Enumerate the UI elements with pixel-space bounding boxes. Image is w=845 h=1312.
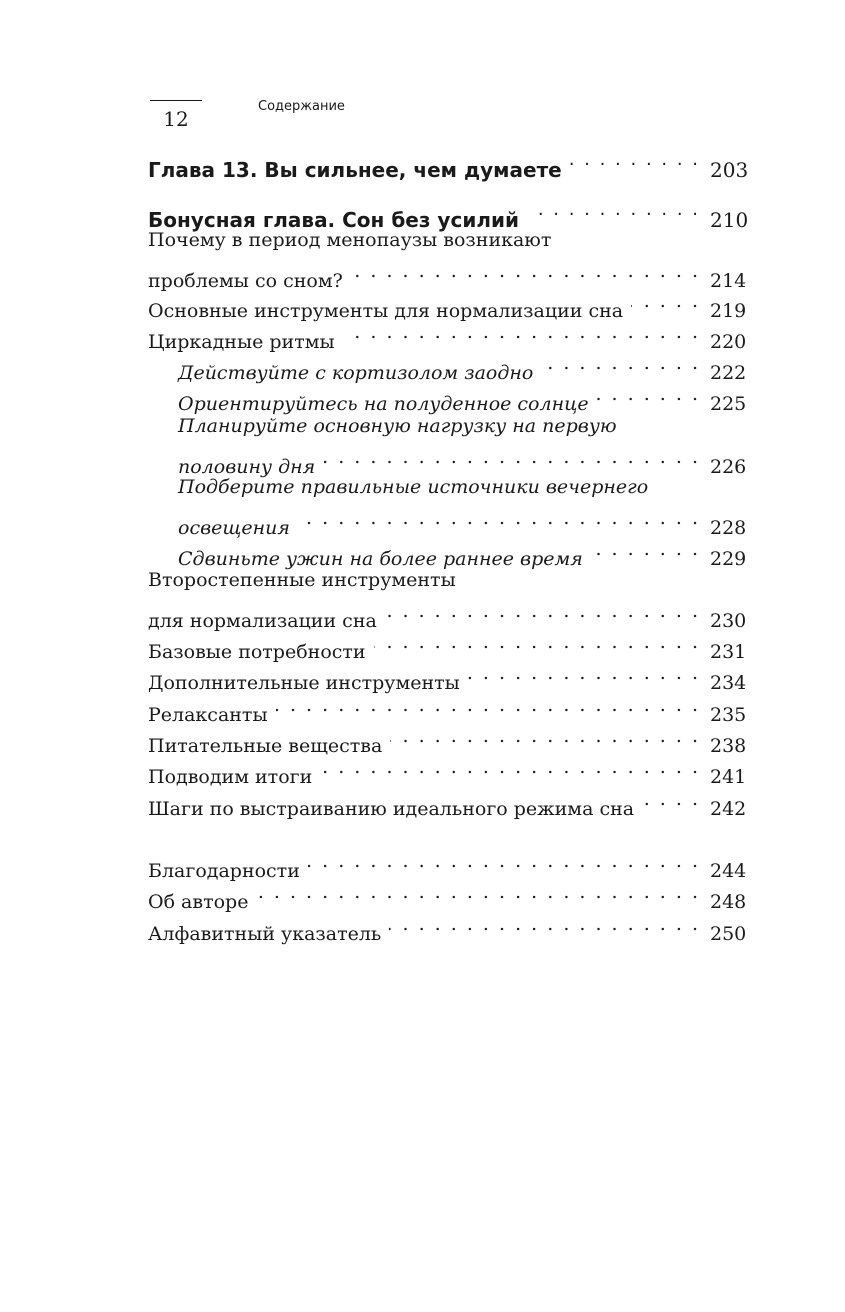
dot-leader bbox=[631, 286, 700, 317]
toc-entry-page-number: 220 bbox=[710, 331, 747, 353]
toc-entry-title: Шаги по выстраиванию идеального режима сна bbox=[148, 798, 635, 820]
page-number: 12 bbox=[163, 107, 189, 131]
toc-entry-page-number: 226 bbox=[710, 456, 747, 478]
toc-entry[interactable] bbox=[178, 472, 747, 539]
toc-entry-title: Питательные вещества bbox=[148, 735, 383, 757]
dot-leader bbox=[320, 752, 700, 783]
toc-entry[interactable] bbox=[178, 534, 747, 570]
dot-leader bbox=[276, 690, 700, 721]
toc-entry[interactable] bbox=[178, 348, 747, 384]
toc-entry-page-number: 234 bbox=[710, 672, 747, 694]
toc-entry-page-number: 235 bbox=[710, 704, 747, 726]
toc-entry[interactable] bbox=[178, 379, 747, 415]
toc-entry-page-number: 241 bbox=[710, 766, 747, 788]
toc-entry-title: Циркадные ритмы bbox=[148, 331, 335, 353]
toc-entry[interactable] bbox=[148, 721, 747, 757]
toc-entry[interactable] bbox=[148, 784, 747, 820]
toc-entry-title: проблемы со сном? bbox=[148, 270, 343, 292]
toc-entry[interactable] bbox=[148, 225, 747, 292]
toc-entry-title: Ориентируйтесь на полуденное солнце bbox=[178, 393, 589, 415]
toc-entry-title: Сдвиньте ужин на более раннее время bbox=[178, 548, 583, 570]
dot-leader bbox=[389, 909, 700, 940]
dot-leader bbox=[323, 442, 700, 473]
dot-leader bbox=[298, 503, 700, 534]
toc-entry[interactable] bbox=[148, 877, 747, 913]
toc-entry-page-number: 244 bbox=[710, 860, 747, 882]
toc-entry-page-number: 242 bbox=[710, 798, 747, 820]
dot-leader bbox=[468, 658, 700, 689]
toc-entry-title: для нормализации сна bbox=[148, 610, 377, 632]
dot-leader bbox=[390, 721, 700, 752]
toc-entry-page-number: 229 bbox=[710, 548, 747, 570]
dot-leader bbox=[541, 348, 700, 379]
toc-entry-page-number: 248 bbox=[710, 891, 747, 913]
dot-leader bbox=[591, 534, 700, 565]
toc-entry-title: Базовые потребности bbox=[148, 641, 366, 663]
toc-entry-title-line: Планируйте основную нагрузку на первую bbox=[178, 415, 617, 437]
dot-leader bbox=[351, 256, 700, 287]
toc-entry-page-number: 225 bbox=[710, 393, 747, 415]
dot-leader bbox=[642, 784, 700, 815]
toc-entry-title-line: Второстепенные инструменты bbox=[148, 569, 456, 591]
toc-entry[interactable] bbox=[148, 658, 747, 694]
toc-entry-title: Действуйте с кортизолом заодно bbox=[178, 362, 534, 384]
dot-leader bbox=[527, 193, 700, 227]
toc-entry-page-number: 228 bbox=[710, 517, 747, 539]
toc-entry[interactable] bbox=[148, 143, 749, 182]
toc-entry-page-number: 250 bbox=[710, 923, 747, 945]
toc-entry-title: Основные инструменты для нормализации сна bbox=[148, 300, 624, 322]
toc-entry-page-number: 210 bbox=[710, 208, 749, 232]
dot-leader bbox=[308, 846, 700, 877]
toc-entry[interactable] bbox=[178, 411, 747, 478]
toc-entry-page-number: 203 bbox=[710, 158, 749, 182]
toc-entry-page-number: 222 bbox=[710, 362, 747, 384]
toc-entry-title: Релаксанты bbox=[148, 704, 268, 726]
toc-entry[interactable] bbox=[148, 193, 749, 232]
toc-entry[interactable] bbox=[148, 846, 747, 882]
toc-entry-title: освещения bbox=[178, 517, 290, 539]
running-head: Содержание bbox=[258, 99, 345, 114]
toc-entry[interactable] bbox=[148, 909, 747, 945]
toc-entry[interactable] bbox=[148, 752, 747, 788]
toc-entry-page-number: 214 bbox=[710, 270, 747, 292]
toc-entry[interactable] bbox=[148, 627, 747, 663]
dot-leader bbox=[343, 317, 700, 348]
header-rule bbox=[150, 100, 202, 101]
dot-leader bbox=[374, 627, 700, 658]
toc-entry-title: Алфавитный указатель bbox=[148, 923, 382, 945]
dot-leader bbox=[256, 877, 700, 908]
toc-entry-page-number: 238 bbox=[710, 735, 747, 757]
toc-entry-title: Благодарности bbox=[148, 860, 300, 882]
toc-entry[interactable] bbox=[148, 317, 747, 353]
toc-entry-title: Глава 13. Вы сильнее, чем думаете bbox=[148, 158, 562, 182]
toc-entry-title-line: Почему в период менопаузы возникают bbox=[148, 229, 552, 251]
dot-leader bbox=[570, 143, 700, 177]
toc-entry[interactable] bbox=[148, 690, 747, 726]
toc-entry-page-number: 219 bbox=[710, 300, 747, 322]
toc-entry-title: Об авторе bbox=[148, 891, 249, 913]
toc-entry-page-number: 230 bbox=[710, 610, 747, 632]
dot-leader bbox=[597, 379, 700, 410]
toc-entry-title: Дополнительные инструменты bbox=[148, 672, 460, 694]
toc-entry[interactable] bbox=[148, 286, 747, 322]
toc-entry-page-number: 231 bbox=[710, 641, 747, 663]
toc-entry[interactable] bbox=[148, 565, 747, 632]
toc-entry-title: половину дня bbox=[178, 456, 316, 478]
dot-leader bbox=[385, 596, 700, 627]
toc-entry-title: Подводим итоги bbox=[148, 766, 313, 788]
toc-entry-title-line: Подберите правильные источники вечернего bbox=[178, 476, 649, 498]
toc-entry-title: Бонусная глава. Сон без усилий bbox=[148, 208, 520, 232]
